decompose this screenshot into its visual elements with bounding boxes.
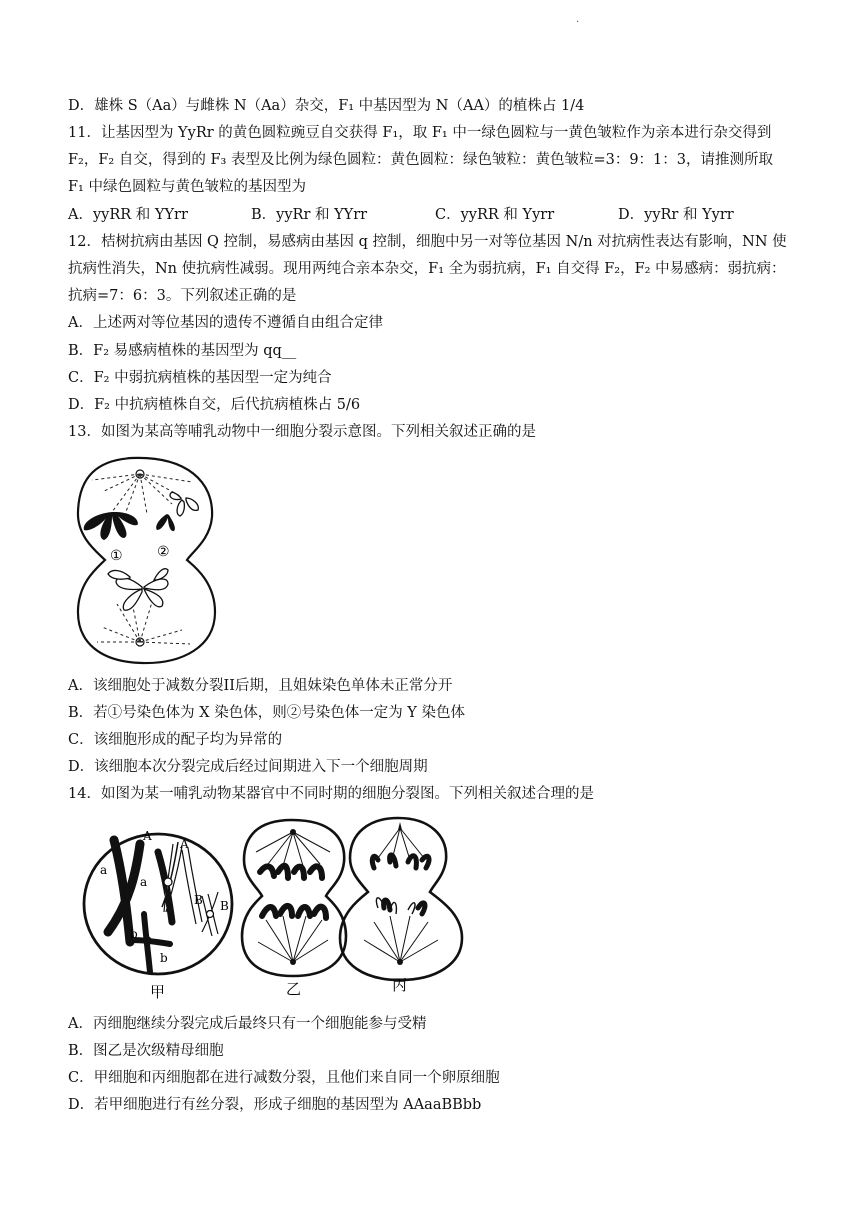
q11-stem-line2: F₂，F₂ 自交，得到的 F₃ 表型及比例为绿色圆粒：黄色圆粒：绿色皱粒：黄色皱粒=3：9：1：3，请推测所取 <box>68 152 773 168</box>
q11-option-b: B．yyRr 和 YYrr <box>251 207 368 223</box>
q13-stem: 13．如图为某高等哺乳动物中一细胞分裂示意图。下列相关叙述正确的是 <box>68 424 536 440</box>
gene-label-B: B <box>194 893 203 907</box>
q12-option-b: B．F₂ 易感病植株的基因型为 qq__ <box>68 343 297 359</box>
chromosome-label-1: ① <box>110 548 123 564</box>
q14-option-d: D．若甲细胞进行有丝分裂，形成子细胞的基因型为 AAaaBBbb <box>68 1097 482 1113</box>
chromosome-label-2: ② <box>157 544 170 560</box>
header-mark: . <box>576 14 580 25</box>
q13-option-a: A．该细胞处于减数分裂II后期，且姐妹染色单体未正常分开 <box>68 678 453 694</box>
cell-label-yi: 乙 <box>286 980 302 998</box>
q11-option-a: A．yyRR 和 YYrr <box>68 207 188 223</box>
q11-option-c: C．yyRR 和 Yyrr <box>435 207 555 223</box>
gene-label-A2: A <box>180 837 189 851</box>
cell-yi <box>242 820 346 998</box>
q14-stem: 14．如图为某一哺乳动物某器官中不同时期的细胞分裂图。下列相关叙述合理的是 <box>68 786 594 802</box>
q13-option-c: C．该细胞形成的配子均为异常的 <box>68 732 283 748</box>
q14-option-c: C．甲细胞和丙细胞都在进行减数分裂，且他们来自同一个卵原细胞 <box>68 1070 500 1086</box>
q13-cell-figure <box>72 452 222 667</box>
gene-label-a2: a <box>140 875 148 889</box>
q10-option-d: D．雄株 S（Aa）与雌株 N（Aa）杂交，F₁ 中基因型为 N（AA）的植株占 1/4 <box>68 98 585 114</box>
gene-label-A: A <box>143 829 152 843</box>
q14-cells-figure <box>78 812 470 1004</box>
gene-label-B2: B <box>220 899 229 913</box>
q11-stem-line3: F₁ 中绿色圆粒与黄色皱粒的基因型为 <box>68 179 306 195</box>
q12-stem-line3: 抗病=7：6：3。下列叙述正确的是 <box>68 288 297 304</box>
q12-stem-line2: 抗病性消失，Nn 使抗病性减弱。现用两纯合亲本杂交，F₁ 全为弱抗病，F₁ 自交得 F₂，F₂ 中易感病：弱抗病： <box>68 261 786 277</box>
gene-label-a: a <box>100 863 108 877</box>
q14-option-a: A．丙细胞继续分裂完成后最终只有一个细胞能参与受精 <box>68 1016 427 1032</box>
q12-option-a: A．上述两对等位基因的遗传不遵循自由组合定律 <box>68 315 383 331</box>
q11-stem-line1: 11．让基因型为 YyRr 的黄色圆粒豌豆自交获得 F₁，取 F₁ 中一绿色圆粒与一黄色皱粒作为亲本进行杂交得到 <box>68 125 772 141</box>
q12-stem-line1: 12．桔树抗病由基因 Q 控制，易感病由基因 q 控制，细胞中另一对等位基因 N/n 对抗病性表达有影响，NN 使 <box>68 234 787 250</box>
q13-option-d: D．该细胞本次分裂完成后经过间期进入下一个细胞周期 <box>68 759 428 775</box>
q11-option-d: D．yyRr 和 Yyrr <box>618 207 734 223</box>
q12-option-d: D．F₂ 中抗病植株自交，后代抗病植株占 5/6 <box>68 397 361 413</box>
cell-bing <box>340 818 462 994</box>
q14-option-b: B．图乙是次级精母细胞 <box>68 1043 224 1059</box>
gene-label-b: b <box>130 927 138 941</box>
q12-option-c: C．F₂ 中弱抗病植株的基因型一定为纯合 <box>68 370 332 386</box>
cell-jia <box>84 829 232 1001</box>
cell-label-bing: 丙 <box>392 976 408 994</box>
q13-option-b: B．若①号染色体为 X 染色体，则②号染色体一定为 Y 染色体 <box>68 705 465 721</box>
cell-label-jia: 甲 <box>150 983 166 1001</box>
gene-label-b2: b <box>160 951 168 965</box>
